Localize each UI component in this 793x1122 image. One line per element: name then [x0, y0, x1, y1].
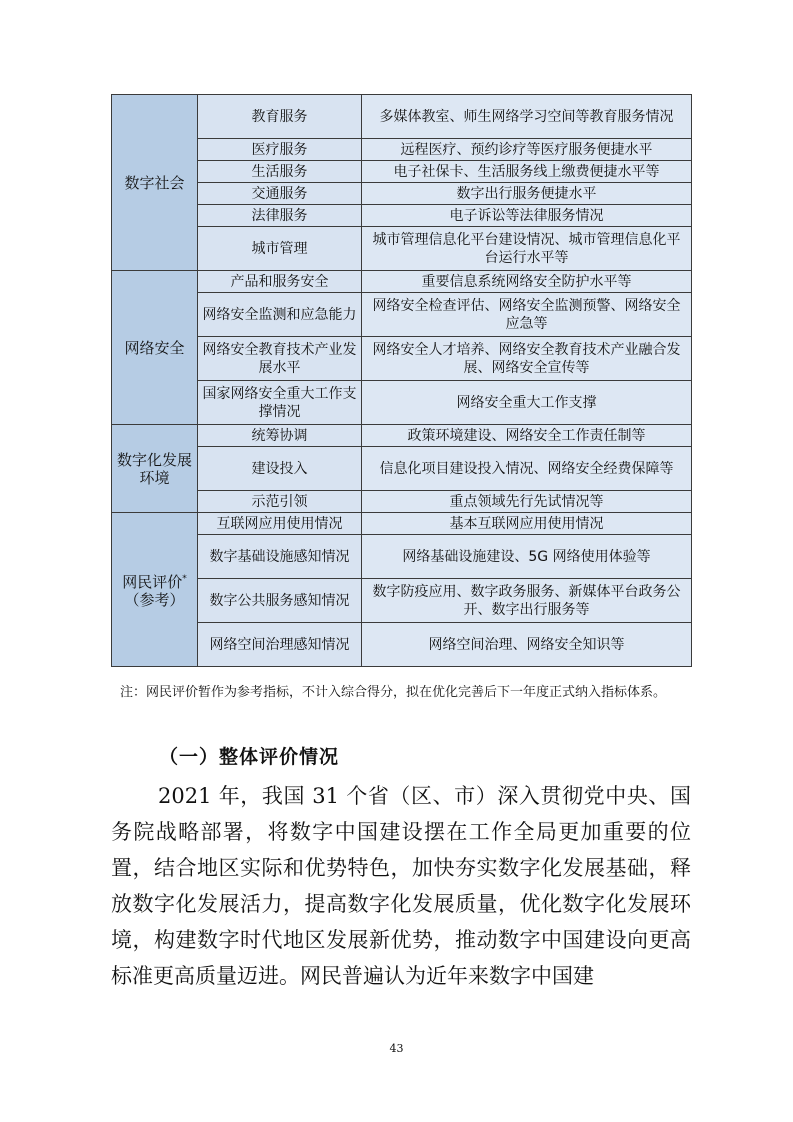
- item-cell: 教育服务: [198, 95, 362, 139]
- description-cell: 数字出行服务便捷水平: [362, 183, 692, 205]
- description-cell: 基本互联网应用使用情况: [362, 513, 692, 535]
- indicator-table: [111, 94, 692, 667]
- item-cell: 建设投入: [198, 447, 362, 491]
- description-cell: 远程医疗、预约诊疗等医疗服务便捷水平: [362, 139, 692, 161]
- footnote-mark: *: [182, 574, 187, 584]
- category-note: （参考）: [124, 591, 185, 609]
- description-cell: 城市管理信息化平台建设情况、城市管理信息化平台运行水平等: [362, 227, 692, 271]
- section-heading: （一）整体评价情况: [159, 746, 340, 768]
- item-cell: 产品和服务安全: [198, 271, 362, 293]
- item-cell: 统筹协调: [198, 425, 362, 447]
- description-cell: 网络安全检查评估、网络安全监测预警、网络安全应急等: [362, 293, 692, 337]
- item-cell: 网络安全教育技术产业发展水平: [198, 337, 362, 381]
- description-cell: 多媒体教室、师生网络学习空间等教育服务情况: [362, 95, 692, 139]
- category-cell: 网络安全: [112, 271, 198, 425]
- description-cell: 网络空间治理、网络安全知识等: [362, 623, 692, 667]
- category-label: 网民评价: [122, 573, 183, 591]
- body-paragraph: 2021 年，我国 31 个省（区、市）深入贯彻党中央、国务院战略部署，将数字中国建设摆在工作全局更加重要的位置，结合地区实际和优势特色，加快夯实数字化发展基础，释放数字化发展活力，提高数字化发展质量，优化数字化发展环境，构建数字时代地区发展新优势，推动数字中国建设向更高标准更高质量迈进。网民普遍认为近年来数字中国建: [111, 784, 691, 988]
- item-cell: 网络空间治理感知情况: [198, 623, 362, 667]
- table-footnote: 注：网民评价暂作为参考指标，不计入综合得分，拟在优化完善后下一年度正式纳入指标体系。: [120, 685, 667, 700]
- item-cell: 数字公共服务感知情况: [198, 579, 362, 623]
- item-cell: 网络安全监测和应急能力: [198, 293, 362, 337]
- item-cell: 国家网络安全重大工作支撑情况: [198, 381, 362, 425]
- item-cell: 法律服务: [198, 205, 362, 227]
- item-cell: 生活服务: [198, 161, 362, 183]
- description-cell: 网络安全人才培养、网络安全教育技术产业融合发展、网络安全宣传等: [362, 337, 692, 381]
- category-cell: 数字化发展环境: [112, 425, 198, 513]
- description-cell: 信息化项目建设投入情况、网络安全经费保障等: [362, 447, 692, 491]
- description-cell: 重点领域先行先试情况等: [362, 491, 692, 513]
- item-cell: 示范引领: [198, 491, 362, 513]
- page-number: 43: [389, 1042, 404, 1055]
- description-cell: 网络安全重大工作支撑: [362, 381, 692, 425]
- category-cell-netizen: [112, 513, 198, 667]
- item-cell: 医疗服务: [198, 139, 362, 161]
- category-cell: 数字社会: [112, 95, 198, 271]
- item-cell: 数字基础设施感知情况: [198, 535, 362, 579]
- description-cell: 电子诉讼等法律服务情况: [362, 205, 692, 227]
- description-cell: 政策环境建设、网络安全工作责任制等: [362, 425, 692, 447]
- description-cell: 网络基础设施建设、5G 网络使用体验等: [362, 535, 692, 579]
- item-cell: 互联网应用使用情况: [198, 513, 362, 535]
- description-cell: 电子社保卡、生活服务线上缴费便捷水平等: [362, 161, 692, 183]
- item-cell: 交通服务: [198, 183, 362, 205]
- description-cell: 数字防疫应用、数字政务服务、新媒体平台政务公开、数字出行服务等: [362, 579, 692, 623]
- description-cell: 重要信息系统网络安全防护水平等: [362, 271, 692, 293]
- item-cell: 城市管理: [198, 227, 362, 271]
